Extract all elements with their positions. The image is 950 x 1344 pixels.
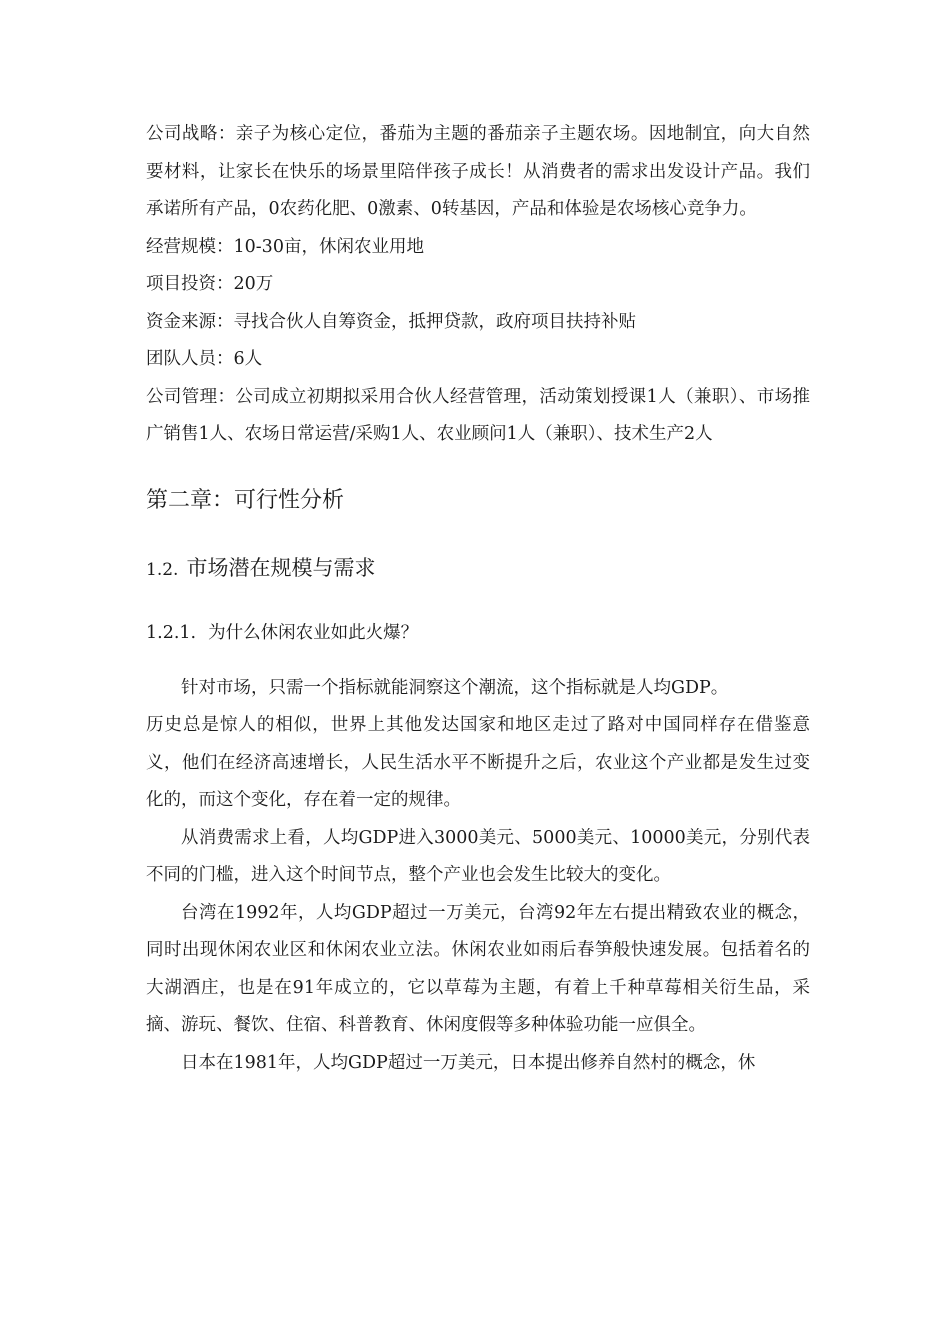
section-number: 1.2. <box>146 559 179 580</box>
subsection-title: 为什么休闲农业如此火爆？ <box>208 622 419 643</box>
management-paragraph: 公司管理：公司成立初期拟采用合伙人经营管理，活动策划授课1人（兼职）、市场推广销售1人、农场日常运营/采购1人、农业顾问1人（兼职）、技术生产2人 <box>146 386 810 444</box>
subsection-heading <box>146 618 810 648</box>
investment-line: 项目投资：20万 <box>146 274 274 294</box>
section-heading <box>146 552 810 582</box>
scale-line: 经营规模：10-30亩，休闲农业用地 <box>146 236 424 257</box>
section-title: 市场潜在规模与需求 <box>186 555 376 580</box>
body-paragraph-3: 从消费需求上看，人均GDP进入3000美元、5000美元、10000美元，分别代表不同的门槛，进入这个时间节点，整个产业也会发生比较大的变化。 <box>146 827 810 885</box>
body-paragraph-2: 历史总是惊人的相似，世界上其他发达国家和地区走过了路对中国同样存在借鉴意义，他们在经济高速增长，人民生活水平不断提升之后，农业这个产业都是发生过变化的，而这个变化，存在着一定的规律。 <box>146 715 810 810</box>
body-paragraph-4: 台湾在1992年，人均GDP超过一万美元，台湾92年左右提出精致农业的概念，同时出现休闲农业区和休闲农业立法。休闲农业如雨后春笋般快速发展。包括着名的大湖酒庄，也是在91年成立的，它以草莓为主题，有着上千种草莓相关衍生品，采摘、游玩、餐饮、住宿、科普教育、休闲度假等多种体验功能一应俱全。 <box>146 902 810 1035</box>
document-page <box>146 116 810 1082</box>
body-paragraph-5: 日本在1981年，人均GDP超过一万美元，日本提出修养自然村的概念，休 <box>181 1052 756 1073</box>
strategy-paragraph: 公司战略：亲子为核心定位，番茄为主题的番茄亲子主题农场。因地制宜，向大自然要材料，让家长在快乐的场景里陪伴孩子成长！从消费者的需求出发设计产品。我们承诺所有产品，0农药化肥、0激素、0转基因，产品和体验是农场核心竞争力。 <box>146 124 810 219</box>
body-paragraph-1: 针对市场，只需一个指标就能洞察这个潮流，这个指标就是人均GDP。 <box>181 677 729 698</box>
funding-line: 资金来源：寻找合伙人自筹资金，抵押贷款，政府项目扶持补贴 <box>146 311 636 332</box>
team-line: 团队人员：6人 <box>146 349 263 369</box>
chapter-title: 第二章：可行性分析 <box>146 487 345 513</box>
subsection-number: 1.2.1. <box>146 622 197 643</box>
